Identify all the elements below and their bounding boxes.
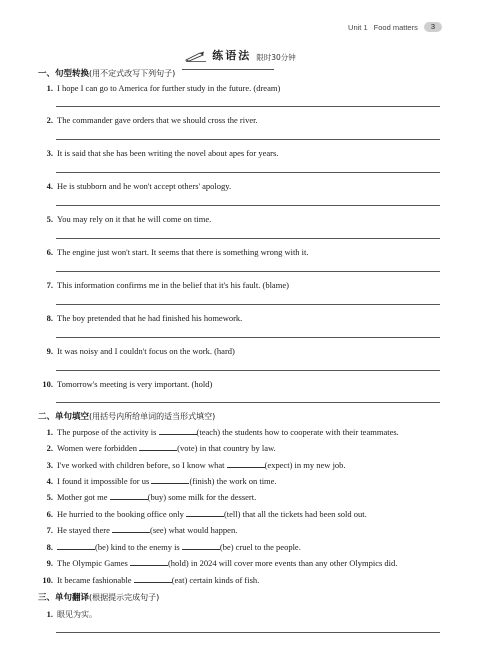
question-text-after: (buy) some milk for the dessert. <box>147 492 257 502</box>
s2-question-10 <box>38 575 259 585</box>
question-text: I hope I can go to America for further study in the future. (dream) <box>57 83 281 93</box>
title-main: 练语法 <box>212 49 252 62</box>
s2-question-4 <box>38 476 277 486</box>
question-text-before: I've worked with children before, so I know what <box>57 460 225 470</box>
question-text: The commander gave orders that we should cross the river. <box>57 115 258 125</box>
s1-answer-line-5[interactable] <box>56 238 440 239</box>
question-number: 2. <box>46 443 53 453</box>
question-number: 5. <box>46 492 53 502</box>
question-number: 3. <box>46 148 53 158</box>
fill-blank[interactable] <box>57 542 95 550</box>
s1-answer-line-10[interactable] <box>56 402 440 403</box>
s1-question-9 <box>38 346 235 356</box>
fill-blank[interactable] <box>186 509 224 517</box>
s1-question-5 <box>38 214 211 224</box>
fill-blank[interactable] <box>130 558 168 566</box>
s1-question-1 <box>38 83 280 93</box>
question-text: The engine just won't start. It seems that there is something wrong with it. <box>57 247 309 257</box>
s2-question-3 <box>38 460 346 470</box>
question-number: 7. <box>46 525 53 535</box>
question-text-after: (vote) in that country by law. <box>177 443 276 453</box>
s1-question-10 <box>38 379 212 389</box>
section3-heading <box>38 591 159 603</box>
time-limit: 限时30分钟 <box>256 53 296 62</box>
section2-title: 二、单句填空 <box>38 412 90 422</box>
s2-question-9 <box>38 558 397 568</box>
s3-question-1 <box>38 609 97 620</box>
question-text-after: (eat) certain kinds of fish. <box>171 575 260 585</box>
question-text-middle: (be) kind to the enemy is <box>95 542 180 552</box>
question-number: 6. <box>46 247 53 257</box>
fill-blank[interactable] <box>182 542 220 550</box>
s1-answer-line-7[interactable] <box>56 304 440 305</box>
section2-note: (用括号内所给单词的适当形式填空) <box>89 412 216 421</box>
s1-question-6 <box>38 247 309 257</box>
fill-blank[interactable] <box>139 443 177 451</box>
question-number: 5. <box>46 214 53 224</box>
question-text: You may rely on it that he will come on time. <box>57 214 212 224</box>
question-number: 9. <box>46 346 53 356</box>
page-header <box>348 22 442 32</box>
question-text-after: (be) cruel to the people. <box>219 542 301 552</box>
fill-blank[interactable] <box>134 575 172 583</box>
question-number: 9. <box>46 558 53 568</box>
question-text: He is stubborn and he won't accept others' apology. <box>57 181 232 191</box>
question-text: 眼见为实。 <box>57 610 97 619</box>
question-text-after: (finish) the work on time. <box>189 476 277 486</box>
question-number: 8. <box>46 542 53 552</box>
s1-answer-line-1[interactable] <box>56 106 440 107</box>
question-number: 10. <box>42 379 53 389</box>
s1-answer-line-8[interactable] <box>56 337 440 338</box>
question-text: The boy pretended that he had finished his homework. <box>57 313 243 323</box>
s1-answer-line-4[interactable] <box>56 205 440 206</box>
question-text-before: I found it impossible for us <box>57 476 150 486</box>
question-text-before: Women were forbidden <box>57 443 138 453</box>
question-text-after: (hold) in 2024 will cover more events than any other Olympics did. <box>167 558 398 568</box>
title-underline <box>182 69 274 70</box>
s1-question-2 <box>38 115 258 125</box>
question-number: 1. <box>46 427 53 437</box>
question-text-after: (tell) that all the tickets had been sold out. <box>223 509 367 519</box>
question-number: 8. <box>46 313 53 323</box>
question-text: It was noisy and I couldn't focus on the work. (hard) <box>57 346 235 356</box>
question-number: 3. <box>46 460 53 470</box>
s2-question-8 <box>38 542 301 552</box>
section2-heading <box>38 410 215 422</box>
question-text-after: (expect) in my new job. <box>264 460 346 470</box>
section1-note: (用不定式改写下列句子) <box>89 69 176 78</box>
section3-title: 三、单句翻译 <box>38 593 90 603</box>
question-number: 6. <box>46 509 53 519</box>
s1-answer-line-9[interactable] <box>56 370 440 371</box>
s1-question-8 <box>38 313 242 323</box>
s3-answer-line-1[interactable] <box>56 632 440 633</box>
unit-label: Unit 1 <box>348 22 368 32</box>
question-number: 1. <box>46 609 53 619</box>
s1-answer-line-3[interactable] <box>56 172 440 173</box>
question-text: Tomorrow's meeting is very important. (hold) <box>57 379 213 389</box>
question-number: 1. <box>46 83 53 93</box>
s1-question-7 <box>38 280 289 290</box>
s1-question-4 <box>38 181 231 191</box>
s2-question-2 <box>38 443 276 453</box>
fill-blank[interactable] <box>227 460 265 468</box>
s2-question-7 <box>38 525 237 535</box>
fill-blank[interactable] <box>112 525 150 533</box>
question-text-before: He hurried to the booking office only <box>57 509 184 519</box>
question-number: 7. <box>46 280 53 290</box>
s2-question-6 <box>38 509 367 519</box>
question-number: 4. <box>46 181 53 191</box>
fill-blank[interactable] <box>151 476 189 484</box>
s2-question-5 <box>38 492 256 502</box>
section3-note: (根据提示完成句子) <box>89 593 160 602</box>
question-text-after: (teach) the students how to cooperate with their teammates. <box>196 427 399 437</box>
question-number: 10. <box>42 575 53 585</box>
question-text: It is said that she has been writing the novel about apes for years. <box>57 148 279 158</box>
question-text-before: He stayed there <box>57 525 110 535</box>
question-text-before: The purpose of the activity is <box>57 427 157 437</box>
question-text-before: The Olympic Games <box>57 558 128 568</box>
section1-heading <box>38 67 175 79</box>
section1-title: 一、句型转换 <box>38 69 90 79</box>
s1-question-3 <box>38 148 278 158</box>
s2-question-1 <box>38 427 399 437</box>
question-text-before: It became fashionable <box>57 575 132 585</box>
question-number: 4. <box>46 476 53 486</box>
page-number-badge: 3 <box>424 22 442 32</box>
pen-icon <box>184 50 208 62</box>
s1-answer-line-6[interactable] <box>56 271 440 272</box>
question-text-after: (see) what would happen. <box>150 525 238 535</box>
question-text: This information confirms me in the belief that it's his fault. (blame) <box>57 280 289 290</box>
question-number: 2. <box>46 115 53 125</box>
s1-answer-line-2[interactable] <box>56 139 440 140</box>
fill-blank[interactable] <box>159 427 197 435</box>
fill-blank[interactable] <box>110 492 148 500</box>
topic-label: Food matters <box>373 22 418 32</box>
question-text-before: Mother got me <box>57 492 108 502</box>
